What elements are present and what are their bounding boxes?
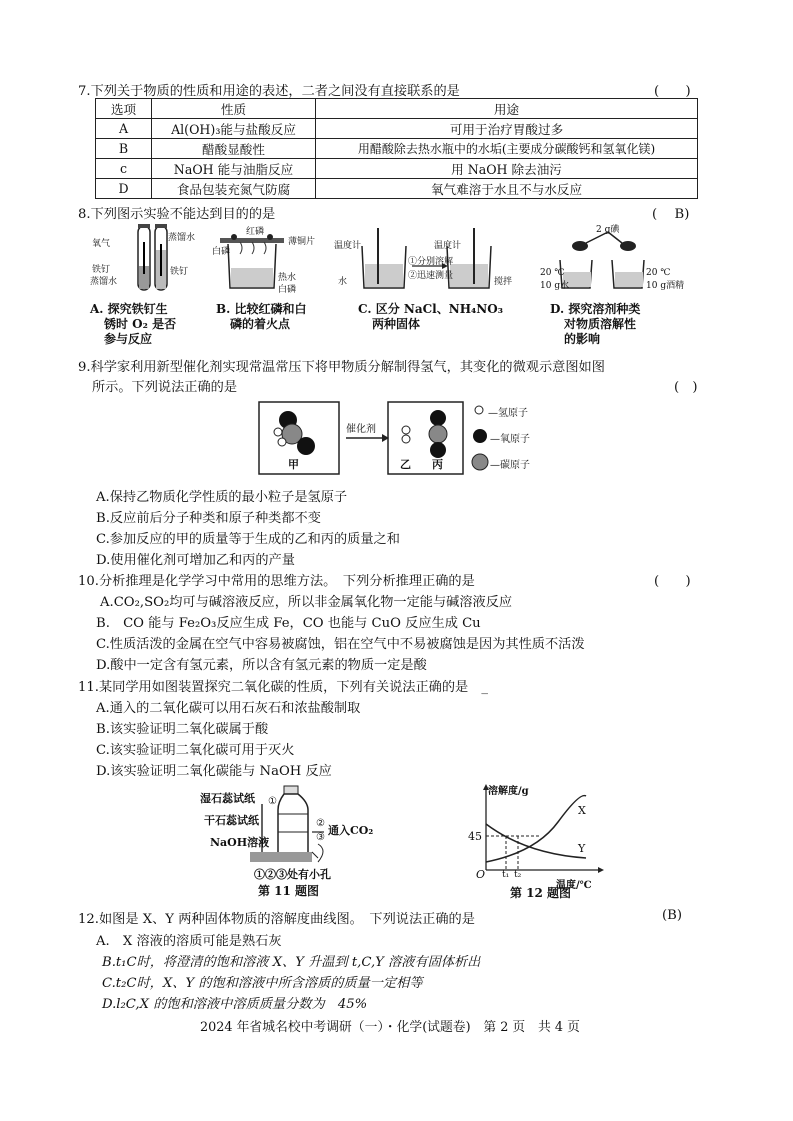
label-water: 蒸馏水 — [90, 277, 118, 287]
table-cell: 可用于治疗胃酸过多 — [316, 119, 698, 139]
origin-label: O — [476, 868, 486, 881]
q9-micro-diagram — [258, 398, 548, 478]
q8-figure-d — [540, 222, 685, 360]
table-cell: 氧气难溶于水且不与水反应 — [316, 179, 698, 199]
caption-line: 锈时 O₂ 是否 — [104, 317, 177, 331]
q7-answer-paren: ( ) — [654, 84, 691, 99]
q10-option-a: A.CO₂,SO₂均可与碱溶液反应，所以非金属氧化物一定能与碱溶液反应 — [100, 595, 513, 610]
table-cell: NaOH 能与油脂反应 — [152, 159, 316, 179]
q8-figure-c — [332, 222, 537, 350]
substance-jia-label: 甲 — [288, 458, 299, 471]
q11-option-b: B.该实验证明二氧化碳属于酸 — [96, 722, 269, 737]
table-cell: 醋酸显酸性 — [152, 139, 316, 159]
label-wet-litmus: 湿石蕊试纸 — [200, 792, 255, 805]
label-red-phosphorus: 红磷 — [246, 227, 265, 237]
table-header: 选项 — [96, 99, 152, 119]
q11-option-d: D.该实验证明二氧化碳能与 NaOH 反应 — [96, 764, 332, 779]
label-water: 水 — [338, 277, 348, 287]
label-water: 蒸馏水 — [168, 233, 196, 243]
q11-stem: 11.某同学用如图装置探究二氧化碳的性质，下列有关说法正确的是 _ — [78, 680, 489, 695]
q9-option-b: B.反应前后分子种类和原子种类都不变 — [96, 511, 321, 526]
label-hot-water: 热水 — [278, 273, 297, 283]
caption-line: D. 探究溶剂种类 — [550, 302, 641, 316]
label-dry-litmus: 干石蕊试纸 — [204, 814, 259, 827]
caption-line: 的影响 — [564, 332, 601, 346]
table-cell: Al(OH)₃能与盐酸反应 — [152, 119, 316, 139]
series-y-label: Y — [578, 842, 586, 855]
q8-stem: 8.下列图示实验不能达到目的的是 — [78, 207, 276, 222]
q9-option-c: C.参加反应的甲的质量等于生成的乙和丙的质量之和 — [96, 532, 400, 547]
table-row — [96, 179, 698, 199]
q12-option-c: C.t₂C时，X、Y 的饱和溶液中所含溶质的质量一定相等 — [102, 976, 423, 991]
y-tick-45: 45 — [468, 830, 482, 843]
label-inlet-co2: 通入CO₂ — [328, 824, 374, 837]
q10-stem: 10.分析推理是化学学习中常用的思维方法。 下列分析推理正确的是 — [78, 574, 475, 589]
q9-stem-line2: 所示。下列说法正确的是 — [92, 380, 238, 395]
table-row — [96, 159, 698, 179]
label-temperature: 20 ℃ — [540, 268, 565, 278]
label-hole-1: ① — [268, 796, 277, 807]
series-x-label: X — [578, 804, 586, 817]
table-cell: 食品包装充氮气防腐 — [152, 179, 316, 199]
q10-answer-paren: ( ) — [654, 574, 691, 589]
table-header-row — [96, 99, 698, 119]
q10-option-c: C.性质活泼的金属在空气中容易被腐蚀，铝在空气中不易被腐蚀是因为其性质不活泼 — [96, 637, 585, 652]
table-cell: 用醋酸除去热水瓶中的水垢(主要成分碳酸钙和氢氧化镁) — [316, 139, 698, 159]
x-tick-t2: t₂ — [514, 870, 522, 880]
caption-line: 参与反应 — [104, 332, 153, 346]
label-temperature: 20 ℃ — [646, 268, 671, 278]
label-white-phosphorus: 白磷 — [212, 247, 231, 257]
label-iodine: 2 g碘 — [596, 225, 620, 235]
q8-figure-a — [88, 222, 203, 350]
page-footer: 2024 年省城名校中考调研（一）・化学(试题卷) 第 2 页 共 4 页 — [200, 1020, 580, 1035]
table-cell: c — [96, 159, 152, 179]
q8-answer-paren: ( B) — [652, 207, 690, 222]
q7-stem: 7.下列关于物质的性质和用途的表述，二者之间没有直接联系的是 — [78, 84, 460, 99]
caption-line: B. 比较红磷和白 — [216, 302, 307, 316]
label-alcohol: 10 g酒精 — [646, 281, 685, 291]
q11-option-c: C.该实验证明二氧化碳可用于灭火 — [96, 743, 295, 758]
table-cell: 用 NaOH 除去油污 — [316, 159, 698, 179]
q11-figure — [200, 780, 374, 905]
label-nail: 铁钉 — [92, 265, 111, 275]
q8-figure-b — [212, 222, 322, 350]
q12-option-d: D.l₂C,X 的饱和溶液中溶质质量分数为 45% — [102, 997, 368, 1012]
table-row — [96, 119, 698, 139]
legend-oxygen: —氧原子 — [490, 434, 530, 445]
label-step-1: ①分别溶解 — [408, 257, 454, 267]
table-cell: D — [96, 179, 152, 199]
q9-answer-paren: ( ) — [674, 380, 698, 395]
table-cell: A — [96, 119, 152, 139]
label-water: 10 g水 — [540, 281, 570, 291]
legend-carbon: —碳原子 — [490, 460, 530, 471]
substance-yi-label: 乙 — [400, 458, 411, 471]
label-holes-note: ①②③处有小孔 — [254, 868, 331, 881]
catalyst-label: 催化剂 — [346, 424, 376, 435]
q11-option-a: A.通入的二氧化碳可以用石灰石和浓盐酸制取 — [96, 701, 361, 716]
table-row — [96, 139, 698, 159]
label-step-2: ②迅速测量 — [408, 271, 454, 281]
y-axis-label: 溶解度/g — [488, 786, 529, 797]
label-nail: 铁钉 — [170, 267, 189, 277]
label-thermometer: 温度计 — [434, 241, 462, 251]
table-cell: B — [96, 139, 152, 159]
q10-option-b: B. CO 能与 Fe₂O₃反应生成 Fe，CO 也能与 CuO 反应生成 Cu — [96, 616, 481, 631]
q12-figure — [466, 782, 606, 904]
caption-line: A. 探究铁钉生 — [90, 302, 168, 316]
caption-line: 磷的着火点 — [230, 317, 291, 331]
label-copper-plate: 薄铜片 — [288, 237, 316, 247]
x-tick-t1: t₁ — [502, 870, 510, 880]
label-white-phosphorus: 白磷 — [278, 285, 297, 295]
q12-option-b: B.t₁C时，将澄清的饱和溶液 X、Y 升温到 t,C,Y 溶液有固体析出 — [102, 955, 481, 970]
label-naoh-solution: NaOH溶液 — [210, 836, 270, 849]
q9-stem-line1: 9.科学家利用新型催化剂实现常温常压下将甲物质分解制得氢气，其变化的微观示意图如图 — [78, 360, 605, 375]
q7-options-table — [95, 98, 698, 199]
caption-line: 两种固体 — [372, 317, 421, 331]
label-stir: 搅拌 — [494, 277, 513, 287]
q12-option-a: A. X 溶液的溶质可能是熟石灰 — [96, 934, 282, 949]
caption-line: C. 区分 NaCl、NH₄NO₃ — [358, 302, 503, 316]
label-oxygen: 氧气 — [92, 239, 111, 249]
q9-option-d: D.使用催化剂可增加乙和丙的产量 — [96, 553, 295, 568]
label-thermometer: 温度计 — [334, 241, 362, 251]
figure-12-caption: 第 12 题图 — [510, 886, 572, 900]
label-hole-2: ② — [316, 818, 325, 829]
table-header: 性质 — [152, 99, 316, 119]
solubility-curve-chart — [466, 782, 606, 882]
substance-bing-label: 丙 — [432, 458, 443, 471]
table-header: 用途 — [316, 99, 698, 119]
q10-option-d: D.酸中一定含有氢元素，所以含有氢元素的物质一定是酸 — [96, 658, 427, 673]
legend-hydrogen: —氢原子 — [488, 408, 528, 419]
q12-stem: 12.如图是 X、Y 两种固体物质的溶解度曲线图。 下列说法正确的是 — [78, 912, 475, 927]
label-hole-3: ③ — [316, 832, 325, 843]
figure-11-caption: 第 11 题图 — [258, 884, 320, 898]
caption-line: 对物质溶解性 — [564, 317, 637, 331]
q9-option-a: A.保持乙物质化学性质的最小粒子是氢原子 — [96, 490, 348, 505]
x-axis-label: 温度/℃ — [556, 880, 592, 891]
q12-answer-paren: (B) — [662, 908, 682, 923]
